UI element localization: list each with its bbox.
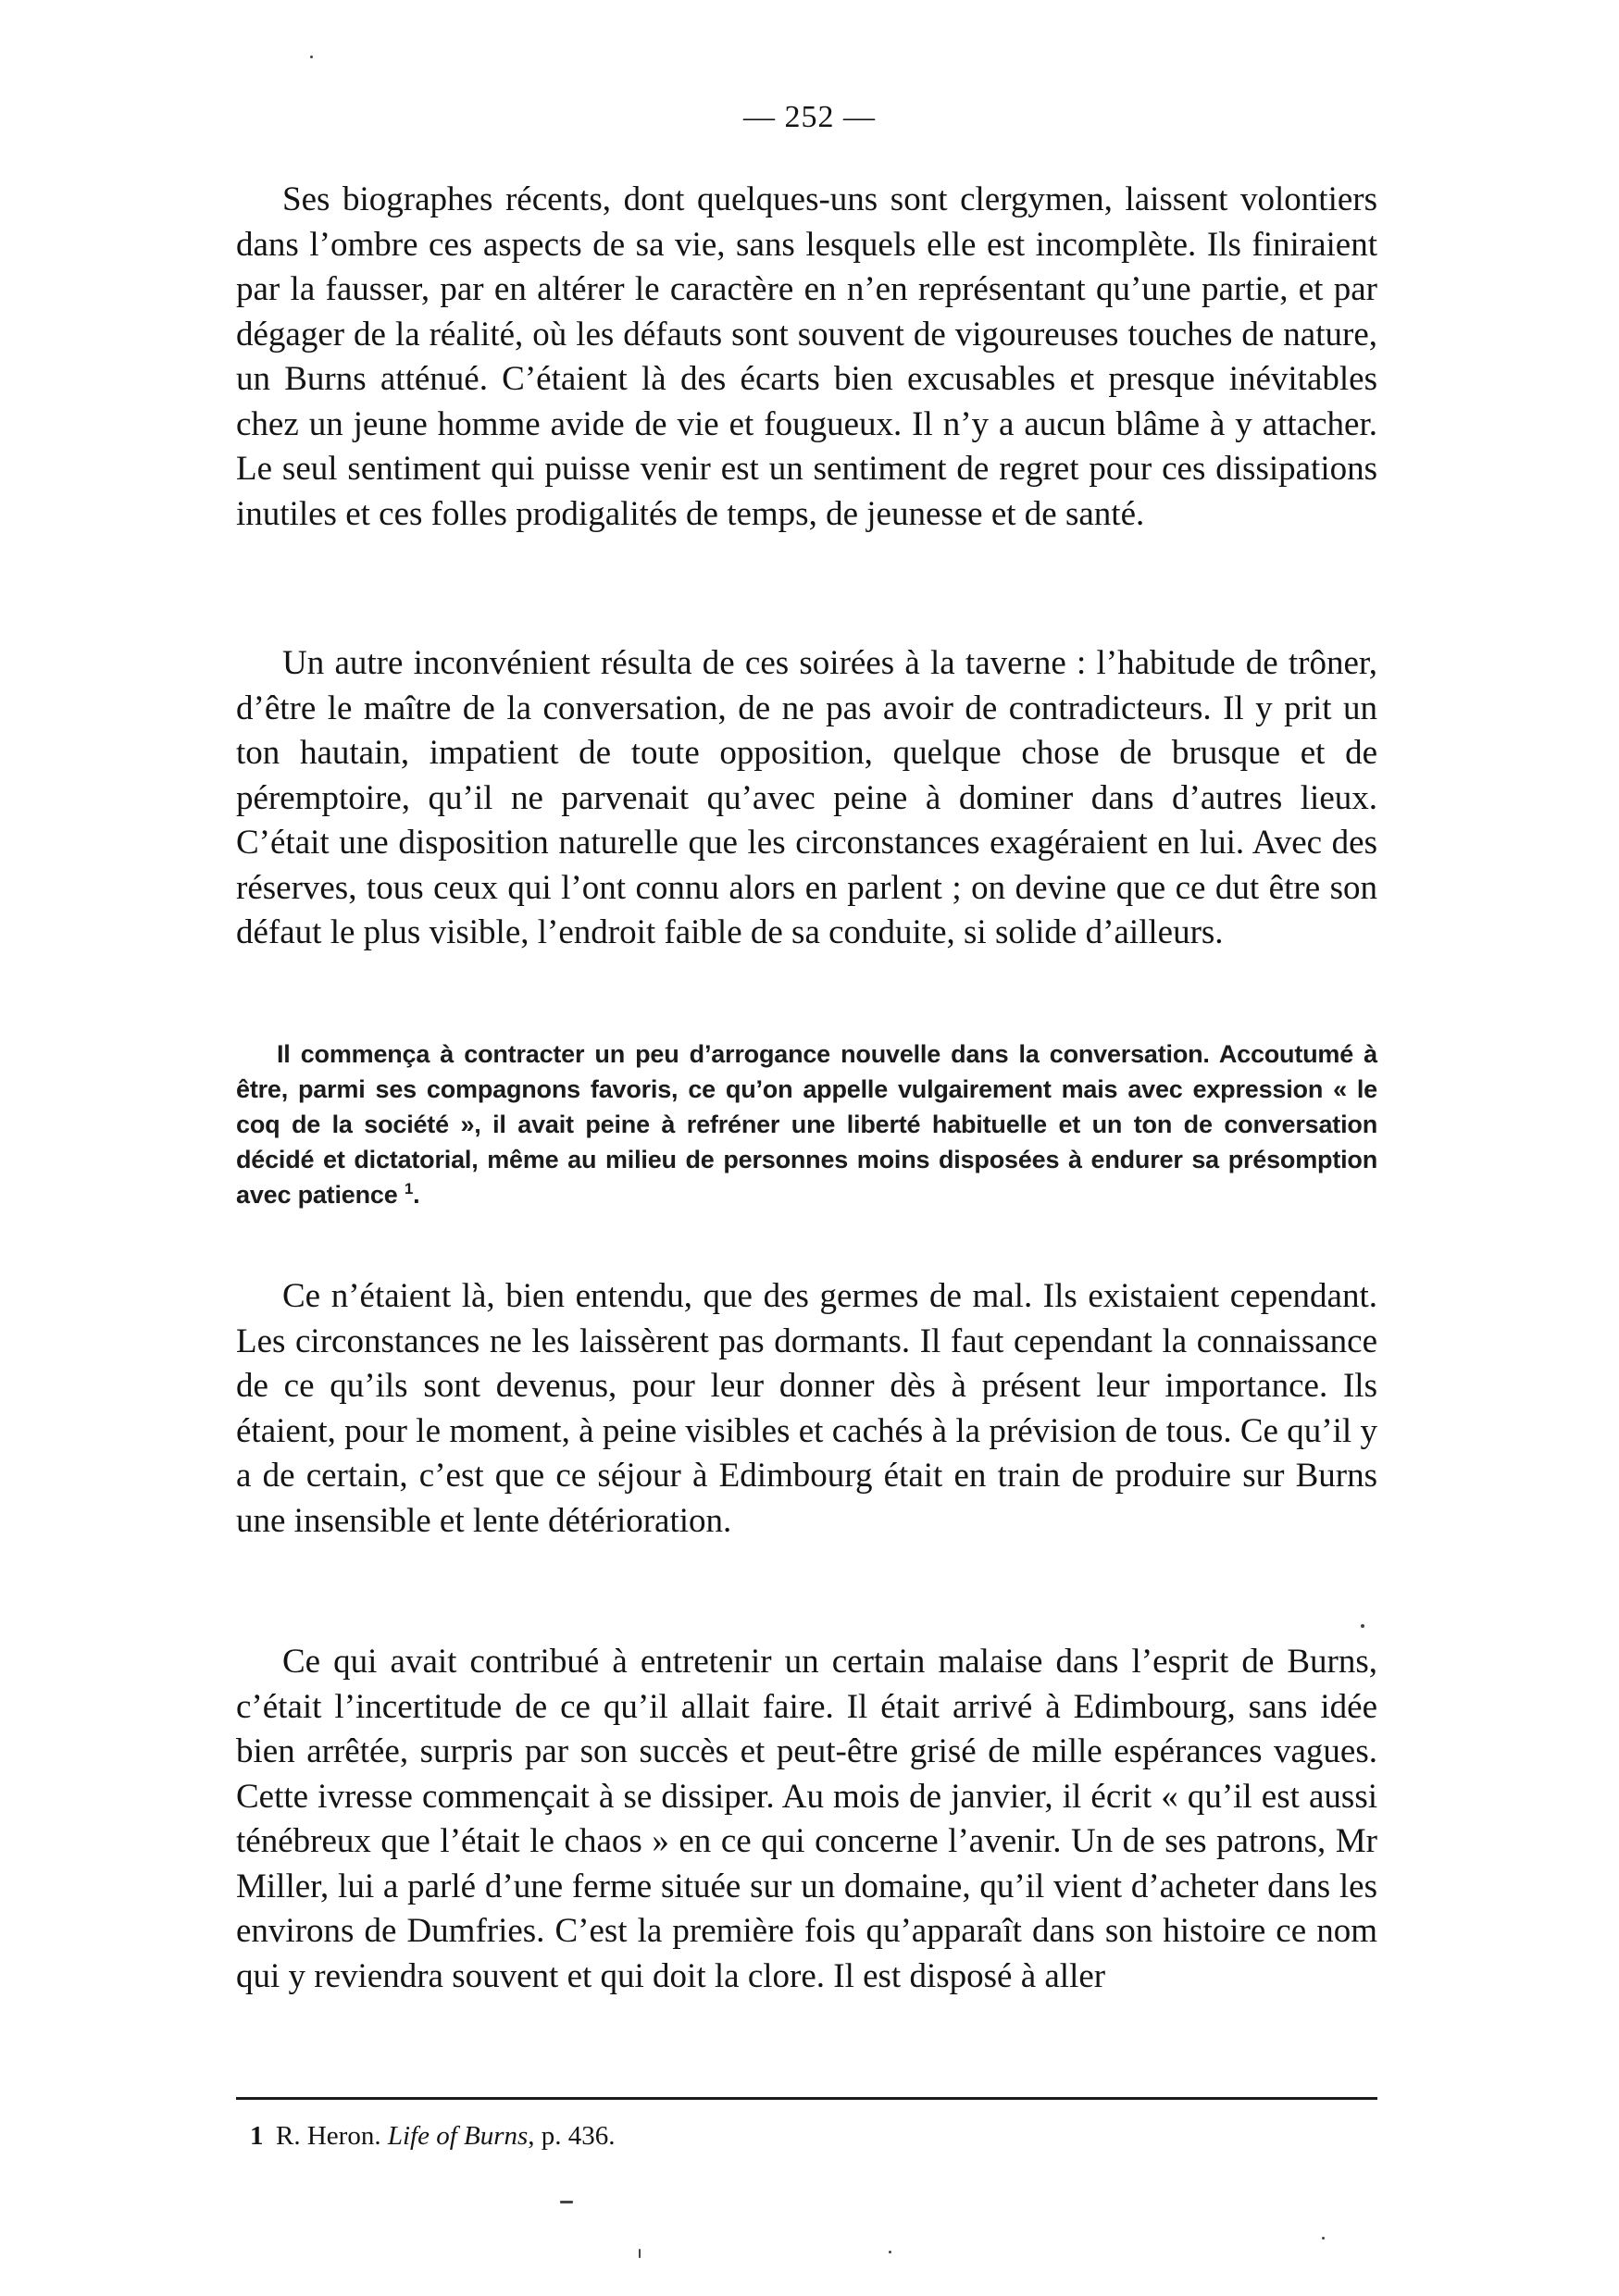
paragraph-text: Ses biographes récents, dont quelques-uns sont clergymen, laissent volontiers dans l’ombre ces aspects de sa vie, sans lesquels elle est incomplète. Ils finiraient par la fausser, par en altérer le caractère en n’en représentant qu’une partie, et par dégager de la réalité, où les défauts sont souvent de vigoureuses touches de nature, un Burns atténué. C’étaient là des écarts bien excusables et presque inévitables chez un jeune homme avide de vie et fougueux. Il n’y a aucun blâme à y attacher. Le seul sentiment qui puisse venir est un sentiment de regret pour ces dissipations inutiles et ces folles prodigalités de temps, de jeunesse et de santé. [236, 180, 1377, 533]
scan-speck [639, 2249, 641, 2258]
quote-text: Il commença à contracter un peu d’arrogance nouvelle dans la conversation. Accoutumé à être, parmi ses compagnons favoris, ce qu’on appelle vulgairement mais avec expression « le coq de la société », il avait peine à refréner une liberté habituelle et un ton de conversation décidé et dictatorial, même au milieu de personnes moins disposées à endurer sa présomption avec patience [236, 1040, 1377, 1209]
scan-speck [889, 2251, 891, 2253]
paragraph-3 [236, 1274, 1377, 1544]
paragraph-text: Ce n’étaient là, bien entendu, que des germes de mal. Ils existaient cependant. Les circonstances ne les laissèrent pas dormants. Il faut cependant la connaissance de ce qu’ils sont devenus, pour leur donner dès à présent leur importance. Ils étaient, pour le moment, à peine visibles et cachés à la prévision de tous. Ce qu’il y a de certain, c’est que ce séjour à Edimbourg était en train de produire sur Burns une insensible et lente détérioration. [236, 1277, 1377, 1540]
page-number [0, 100, 1619, 135]
page-number-text: — 252 — [743, 100, 876, 134]
paragraph-text: Ce qui avait contribué à entretenir un certain malaise dans l’esprit de Burns, c’était l’incertitude de ce qu’il allait faire. Il était arrivé à Edimbourg, sans idée bien arrêtée, surpris par son succès et peut-être grisé de mille espérances vagues. Cette ivresse commençait à se dissiper. Au mois de janvier, il écrit « qu’il est aussi ténébreux que l’était le chaos » en ce qui concerne l’avenir. Un de ses patrons, Mr Miller, lui a parlé d’une ferme située sur un domaine, qu’il vient d’acheter dans les environs de Dumfries. C’est la première fois qu’apparaît dans son histoire ce nom qui y reviendra souvent et qui doit la clore. Il est disposé à aller [236, 1643, 1377, 1995]
footnote-divider [236, 2097, 1377, 2100]
footnote-author: R. Heron. [276, 2121, 381, 2151]
footnote-page: , p. 436. [528, 2121, 616, 2151]
quote-end: . [413, 1181, 420, 1209]
scan-speck [1361, 1624, 1364, 1628]
paragraph-text: Un autre inconvénient résulta de ces soirées à la taverne : l’habitude de trôner, d’être le maître de la conversation, de ne pas avoir de contradicteurs. Il y prit un ton hautain, impatient de toute opposition, quelque chose de brusque et de péremptoire, qu’il ne parvenait qu’avec peine à dominer dans d’autres lieux. C’était une disposition naturelle que les circonstances exagéraient en lui. Avec des réserves, tous ceux qui l’ont connu alors en parlent ; on devine que ce dut être son défaut le plus visible, l’endroit faible de sa conduite, si solide d’ailleurs. [236, 644, 1377, 951]
footnote [250, 2117, 1361, 2154]
scan-speck [310, 56, 313, 58]
footnote-number: 1 [250, 2121, 264, 2151]
paragraph-2 [236, 641, 1377, 956]
block-quote [236, 1036, 1377, 1212]
paragraph-4 [236, 1640, 1377, 1999]
footnote-title: Life of Burns [387, 2121, 529, 2151]
scan-speck [560, 2201, 573, 2203]
scan-speck [1322, 2237, 1325, 2240]
footnote-marker[interactable]: 1 [404, 1180, 414, 1198]
paragraph-1 [236, 178, 1377, 537]
